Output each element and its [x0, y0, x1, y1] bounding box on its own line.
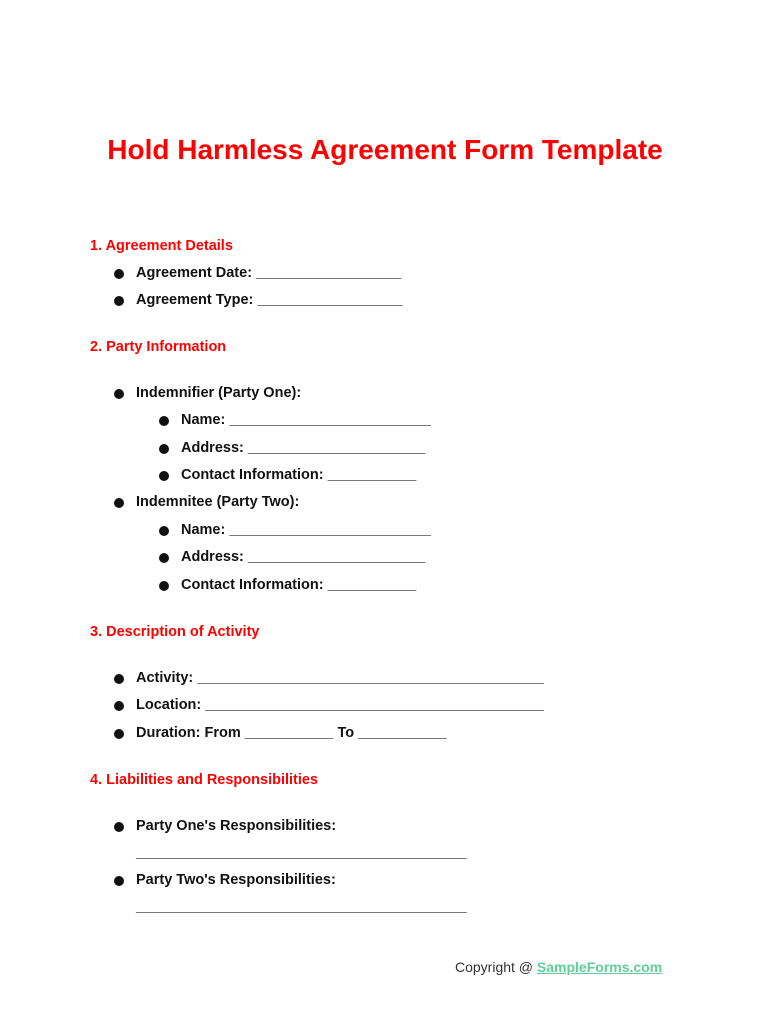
section-heading: 1. Agreement Details [90, 238, 233, 254]
bullet-icon [114, 389, 124, 399]
party-one-responsibilities-label: Party One's Responsibilities: [136, 818, 337, 834]
field-location[interactable]: Location: __________________________________________ [136, 697, 544, 713]
bullet-icon [159, 553, 169, 563]
list-item [181, 549, 425, 565]
list-item [136, 725, 447, 741]
section-heading: 2. Party Information [90, 339, 227, 355]
list-item [136, 818, 336, 834]
copyright-text: Copyright @ [455, 959, 537, 975]
bullet-icon [114, 498, 124, 508]
bullet-icon [114, 674, 124, 684]
section-heading: 4. Liabilities and Responsibilities [90, 772, 319, 788]
bullet-icon [159, 526, 169, 536]
list-item [136, 670, 544, 686]
bullet-icon [114, 822, 124, 832]
list-item [181, 522, 431, 538]
field-address[interactable]: Address: ______________________ [181, 440, 426, 456]
list-item [181, 440, 425, 456]
party-two-responsibilities-label: Party Two's Responsibilities: [136, 872, 336, 888]
list-item [136, 385, 301, 401]
field-name[interactable]: Name: _________________________ [181, 522, 431, 538]
list-item [136, 292, 403, 308]
party-one-responsibilities-field[interactable]: _________________________________________ [136, 845, 467, 861]
field-contact[interactable]: Contact Information: ___________ [181, 577, 417, 593]
field-name[interactable]: Name: _________________________ [181, 412, 431, 428]
party-label: Indemnifier (Party One): [136, 385, 302, 401]
list-item [136, 265, 401, 281]
list-item [181, 412, 431, 428]
field-address[interactable]: Address: ______________________ [181, 549, 426, 565]
bullet-icon [114, 269, 124, 279]
sampleforms-link[interactable]: SampleForms.com [536, 959, 663, 975]
bullet-icon [159, 581, 169, 591]
party-label: Indemnitee (Party Two): [136, 494, 300, 510]
bullet-icon [114, 296, 124, 306]
list-item [181, 577, 416, 593]
copyright-footer [455, 959, 662, 975]
field-duration[interactable]: Duration: From ___________ To ___________ [136, 725, 447, 741]
bullet-icon [114, 876, 124, 886]
list-item [181, 467, 416, 483]
bullet-icon [159, 471, 169, 481]
list-item [136, 697, 544, 713]
field-agreement-type[interactable]: Agreement Type: __________________ [136, 292, 403, 308]
list-item [136, 494, 299, 510]
party-two-responsibilities-field[interactable]: _________________________________________ [136, 899, 467, 915]
bullet-icon [114, 729, 124, 739]
page-title: Hold Harmless Agreement Form Template [107, 134, 663, 165]
bullet-icon [159, 444, 169, 454]
bullet-icon [114, 701, 124, 711]
list-item [136, 872, 336, 888]
field-agreement-date[interactable]: Agreement Date: __________________ [136, 265, 402, 281]
bullet-icon [159, 416, 169, 426]
field-contact[interactable]: Contact Information: ___________ [181, 467, 417, 483]
section-heading: 3. Description of Activity [90, 624, 260, 640]
field-activity[interactable]: Activity: ___________________________________________ [136, 670, 544, 686]
